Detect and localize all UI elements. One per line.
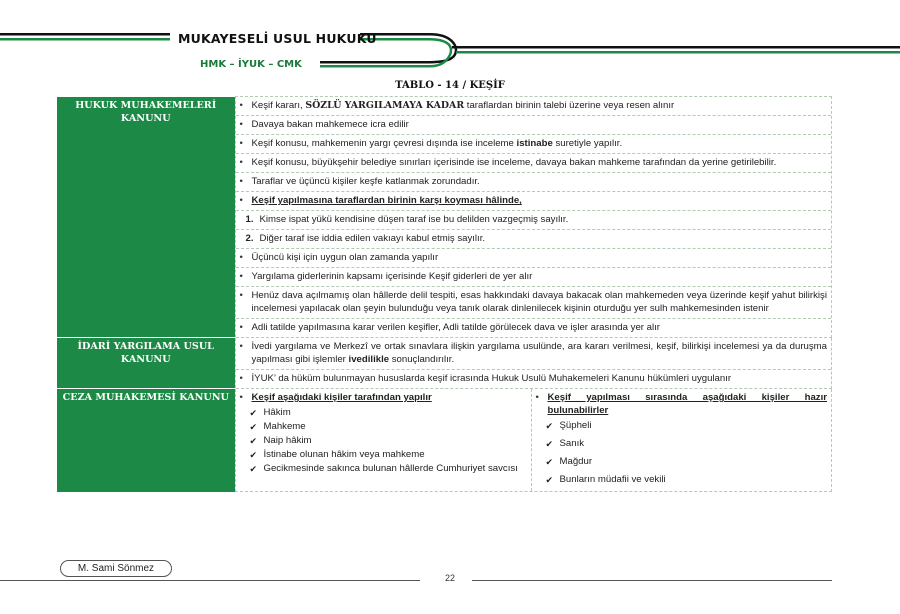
list-item: • Henüz dava açılmamış olan hâllerde delil tespiti, esas hakkındaki davaya bakacak olan mahkemeden veya üzerinde keşif yahut bilirkişi incelemesi yapılacak olan şeyin bulunduğu veya tanık olarak dinlenilecek kişinin oturduğu yer sulh mahkemesinden istenir (236, 287, 832, 319)
check-icon: ✔ (249, 422, 258, 432)
row-content-iyuk (235, 338, 832, 389)
table-row-cmk (57, 389, 832, 492)
list-item: ✔ Hâkim (249, 407, 291, 418)
cmk-left-column: • Keşif aşağıdaki kişiler tarafından yapılır ✔ Hâkim ✔ Mahkeme ✔ Naip hâkim ✔ İstinabe olunan hâkim veya mahkeme ✔ Gecikmesinde sakınca bulunan hâllerde Cumhuriyet savcısı (236, 389, 532, 491)
list-item: ✔ Mahkeme (249, 421, 306, 432)
row-content-cmk (235, 389, 832, 492)
list-item: • Keşif kararı, SÖZLÜ YARGILAMAYA KADAR taraflardan birinin talebi üzerine veya resen alınır (236, 97, 832, 116)
list-item: ✔ İstinabe olunan hâkim veya mahkeme (249, 449, 425, 460)
check-icon: ✔ (545, 439, 554, 449)
table-title: TABLO - 14 / KEŞİF (395, 80, 505, 91)
page-number: 22 (444, 573, 455, 583)
list-item: • Davaya bakan mahkemece icra edilir (236, 116, 832, 135)
cmk-left-heading: Keşif aşağıdaki kişiler tarafından yapılır (251, 392, 432, 403)
cmk-right-heading: Keşif yapılması sırasında aşağıdaki kişiler hazır bulunabilirler (547, 392, 827, 416)
list-item: • Keşif konusu, büyükşehir belediye sınırları içerisinde ise inceleme, davaya bakan mahkeme tarafından da yerine getirilebilir. (236, 154, 832, 173)
check-icon: ✔ (249, 450, 258, 460)
check-icon: ✔ (545, 475, 554, 485)
book-subtitle: HMK – İYUK – CMK (200, 59, 302, 70)
check-icon: ✔ (249, 408, 258, 418)
check-icon: ✔ (545, 457, 554, 467)
list-item: 2. Diğer taraf ise iddia edilen vakıayı kabul etmiş sayılır. (236, 230, 832, 249)
row-label-iyuk: İDARİ YARGILAMA USUL KANUNU (57, 338, 235, 389)
list-item: ✔ Sanık (545, 438, 585, 449)
list-item: • Yargılama giderlerinin kapsamı içerisinde Keşif giderleri de yer alır (236, 268, 832, 287)
list-item: • Keşif konusu, mahkemenin yargı çevresi dışında ise inceleme istinabe suretiyle yapılır. (236, 135, 832, 154)
list-item: • Üçüncü kişi için uygun olan zamanda yapılır (236, 249, 832, 268)
list-item: ✔ Gecikmesinde sakınca bulunan hâllerde Cumhuriyet savcısı (249, 463, 518, 474)
list-item: 1. Kimse ispat yükü kendisine düşen taraf ise bu delilden vazgeçmiş sayılır. (236, 211, 832, 230)
author-badge: M. Sami Sönmez (60, 560, 172, 577)
comparison-table (57, 96, 832, 492)
row-content-hmk (235, 97, 832, 338)
list-item: • İvedi yargılama ve Merkezî ve ortak sınavlara ilişkin yargılama usulünde, ara kararı verilmesi, keşif, bilirkişi incelemesi ya da duruşma yapılması gibi işlemler ivedilikle sonuçlandırılır. (236, 338, 832, 370)
table-row-hmk (57, 97, 832, 338)
check-icon: ✔ (249, 436, 258, 446)
check-icon: ✔ (545, 421, 554, 431)
list-item: ✔ Mağdur (545, 456, 593, 467)
book-title: MUKAYESELİ USUL HUKUKU (178, 31, 377, 46)
row-label-hmk: HUKUK MUHAKEMELERİ KANUNU (57, 97, 235, 338)
list-item: • Adli tatilde yapılmasına karar verilen keşifler, Adli tatilde görülecek dava ve işler arasında yer alır (239, 322, 660, 333)
list-item: • Taraflar ve üçüncü kişiler keşfe katlanmak zorundadır. (236, 173, 832, 192)
list-item: • İYUK’ da hüküm bulunmayan hususlarda keşif icrasında Hukuk Usulü Muhakemeleri Kanunu hükümleri uygulanır (239, 373, 732, 384)
row-label-cmk: CEZA MUHAKEMESİ KANUNU (57, 389, 235, 492)
list-item: • Keşif yapılmasına taraflardan birinin karşı koyması hâlinde, (236, 192, 832, 211)
cmk-right-column: • Keşif yapılması sırasında aşağıdaki kişiler hazır bulunabilirler ✔ Şüpheli ✔ Sanık ✔ Mağdur ✔ Bunların müdafii ve vekili (535, 392, 827, 485)
list-item: ✔ Bunların müdafii ve vekili (545, 474, 666, 485)
list-item: ✔ Naip hâkim (249, 435, 312, 446)
check-icon: ✔ (249, 464, 258, 474)
table-row-iyuk (57, 338, 832, 389)
list-item: ✔ Şüpheli (545, 420, 592, 431)
